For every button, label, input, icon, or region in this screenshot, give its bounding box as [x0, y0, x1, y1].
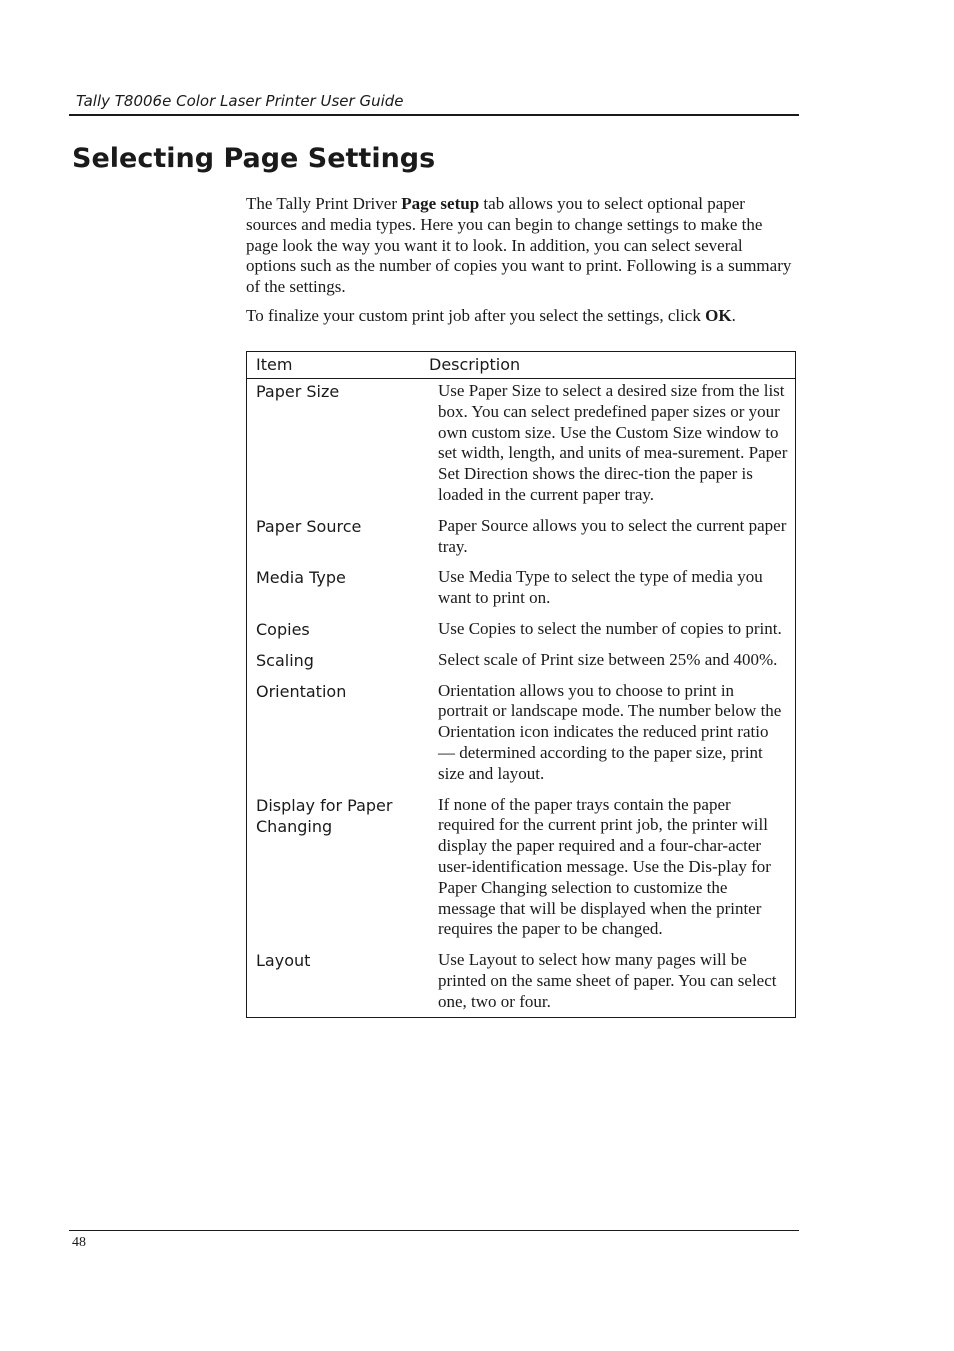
table-row	[247, 648, 795, 679]
finalize-text-1: To finalize your custom print job after you select the settings, click	[246, 305, 706, 325]
header-rule	[69, 114, 799, 116]
column-header-description: Description	[429, 355, 521, 374]
row-item: Paper Size	[256, 382, 340, 401]
row-item: Copies	[256, 619, 310, 639]
table-row	[247, 948, 795, 1016]
table-row	[247, 379, 795, 514]
row-description: Use Paper Size to select a desired size from the list box. You can select predefined paper sizes or your own custom size. Use the Custom Size window to set width, length, and units of mea-surement. Paper Set Direction shows the direc-tion the paper is loaded in the current paper tray.	[438, 381, 788, 504]
finalize-text-2: .	[731, 305, 736, 325]
row-item: Paper Source	[256, 516, 362, 536]
table-header-row	[247, 352, 795, 379]
row-item: Display for Paper Changing	[256, 795, 393, 836]
table-row	[247, 793, 795, 949]
row-description: Use Layout to select how many pages will be printed on the same sheet of paper. You can select one, two or four.	[438, 950, 777, 1011]
table-row	[247, 565, 795, 617]
intro-emphasis: Page setup	[401, 194, 480, 213]
running-header: Tally T8006e Color Laser Printer User Guide	[76, 92, 404, 110]
body-text	[246, 194, 794, 335]
row-item: Scaling	[256, 650, 314, 670]
intro-text-1: The Tally Print Driver	[246, 194, 402, 213]
row-description: Use Copies to select the number of copies to print.	[438, 618, 782, 638]
table-row	[247, 617, 795, 648]
row-description: Paper Source allows you to select the current paper tray.	[438, 515, 787, 556]
row-description: If none of the paper trays contain the paper required for the current print job, the printer will display the paper required and a four-char-acter user-identification message. Use the Dis-play for Paper Changing selection to customize the message that will be displayed when the printer requires the paper to be changed.	[438, 794, 771, 939]
table-row	[247, 679, 795, 793]
page-title: Selecting Page Settings	[72, 143, 436, 174]
finalize-emphasis: OK	[705, 305, 732, 325]
row-item: Orientation	[256, 681, 347, 701]
row-description: Orientation allows you to choose to print in portrait or landscape mode. The number below the Orientation icon indicates the reduced print ratio — determined according to the paper size, print size and layout.	[438, 680, 782, 783]
row-item: Layout	[256, 951, 311, 971]
row-item: Media Type	[256, 568, 346, 588]
footer-rule	[69, 1230, 799, 1231]
row-description: Use Media Type to select the type of media you want to print on.	[438, 567, 763, 608]
page-number: 48	[72, 1235, 86, 1250]
intro-text-2: tab allows you to select optional paper sources and media types. Here you can begin to change settings to make the page look the way you want it to look. In addition, you can select several options such as the number of copies you want to print. Following is a summary of the settings.	[246, 194, 792, 297]
finalize-paragraph	[246, 306, 794, 327]
intro-paragraph	[246, 194, 794, 298]
column-header-item: Item	[256, 355, 293, 374]
table-row	[247, 514, 795, 566]
row-description: Select scale of Print size between 25% and 400%.	[438, 649, 778, 669]
settings-table	[246, 351, 796, 1018]
